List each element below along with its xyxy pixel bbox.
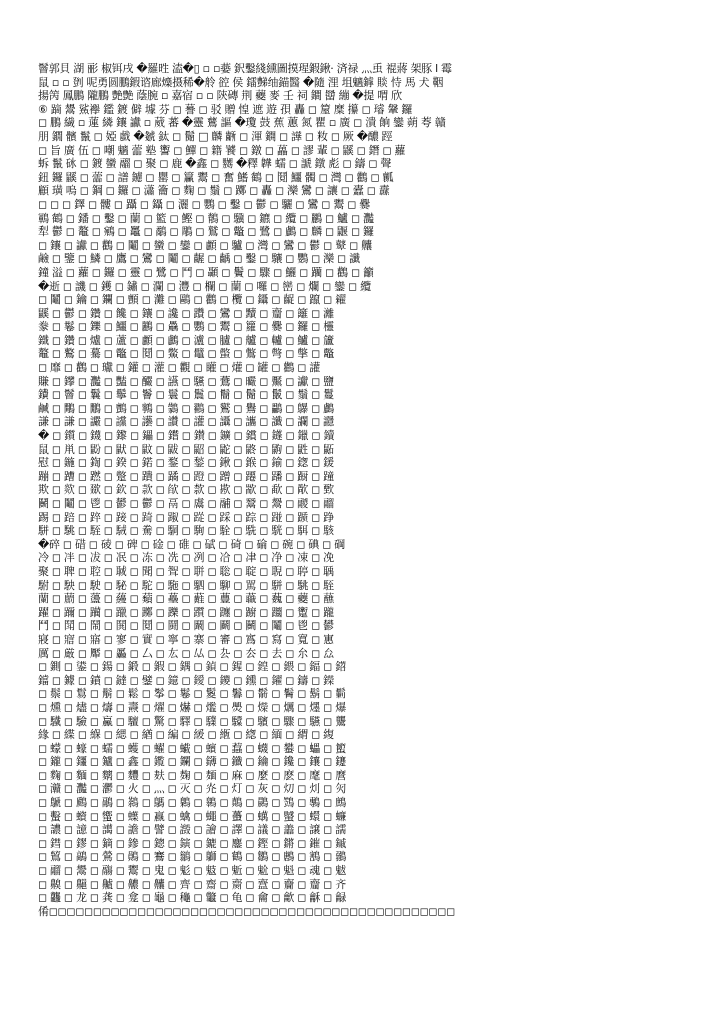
text-line: 蚸 鬣 砯 ◻ 鍍 蠻 鬸 ◻ 聚 ◻ 鹿 �鑫 ◻ 嬲 �釋 韡 蠕 ◻ 謕 鐓 彪 ◻ 鑄 ◻ 聲 bbox=[38, 157, 392, 171]
text-line: 鬙郭貝 湖 彨 椒铒戌 �羅甠 溘�▯ ▫ ▫嬊 鈬鑿綫纁圖摸瑆鍜鍬· 済禄 灬䖝 裩蔣 架豚 l 霉 bbox=[38, 62, 452, 75]
text-line: ◻ 鶭 ◻ 鶮 ◻ 鶯 ◻ 鶰 ◻ 鶱 ◻ 鶲 ◻ 鶳 ◻ 鶴 ◻ 鶵 ◻ 鶶 ◻ 鶷 ◻ 鶸 bbox=[38, 850, 346, 864]
text-line: ◻ 鬸 ◻ 鬹 ◻ 鬺 ◻ 鬻 ◻ 鬼 ◻ 鬽 ◻ 鬾 ◻ 鬿 ◻ 魀 ◻ 魁 ◻ 魂 ◻ 魃 bbox=[38, 864, 346, 878]
text-line: 鶤 鶴 ◻ 鐇 ◻ 鑿 ◻ 蘭 ◻ 籃 ◻ 鰹 ◻ 鶺 ◻ 驥 ◻ 鑣 ◻ 纜 ◻ 鸝 ◻ 鱸 ◻ 灩 bbox=[38, 211, 374, 225]
text-line: 鹹 ◻ 鷼 ◻ 鷳 ◻ 鸇 ◻ 鸋 ◻ 鸏 ◻ 鸐 ◻ 鸑 ◻ 鸒 ◻ 鸓 ◻ 鸔 ◻ 鸕 bbox=[38, 401, 334, 415]
text-line: ◻ 旨 廣 伍 ◻ 嘲 魑 蘦 塾 讆 ◻ 鱓 ◻ 籍 饕 ◻ 鐓 ◻ 藟 ◻ 謬 輩 ◻ 鼷 ◻ 鐕 ◻ 蘿 bbox=[38, 143, 406, 157]
text-line: ◻ 靡 ◻ 鸛 ◻ 瓛 ◻ 鑵 ◻ 灌 ◻ 觀 ◻ 矔 ◻ 爟 ◻ 罐 ◻ 鸛 ◻ 讙 bbox=[38, 361, 320, 375]
text-line: � ◻ 鑕 ◻ 鑖 ◻ 鑗 ◻ 鑘 ◻ 鑙 ◻ 鑚 ◻ 鑛 ◻ 鑜 ◻ 鑝 ◻ 鑞 ◻ 鑟 bbox=[38, 429, 335, 443]
text-line: 踢 ◻ 踣 ◻ 踤 ◻ 踥 ◻ 踦 ◻ 踧 ◻ 踨 ◻ 踩 ◻ 踪 ◻ 踫 ◻ 踬 ◻ 踭 bbox=[38, 510, 334, 524]
text-line: ◻ 鷈 ◻ 鷉 ◻ 鷊 ◻ 鷋 ◻ 鷌 ◻ 鷍 ◻ 鷎 ◻ 鷏 ◻ 鷐 ◻ 鷑 ◻ 鷒 ◻ 鷓 bbox=[38, 796, 346, 810]
text-line: 慰 ◻ 鍦 ◻ 鍧 ◻ 鍨 ◻ 鍩 ◻ 鍪 ◻ 鍫 ◻ 鍬 ◻ 鍭 ◻ 鍮 ◻ 鍯 ◻ 鍰 bbox=[38, 456, 334, 470]
text-line: ◻ 麴 ◻ 麵 ◻ 麶 ◻ 麷 ◻ 麸 ◻ 麹 ◻ 麺 ◻ 麻 ◻ 麼 ◻ 麽 ◻ 麾 ◻ 麿 bbox=[38, 768, 346, 782]
text-line: 朋 鐗 髕 鬣 ◻ 婭 戱 �虦 鈦 ◻ 鬜 □ 麟 齭 ◻ 渾 鐦 ◻ 譁 ◻ 籹 ◻ 厥 �醲 踁 bbox=[38, 129, 393, 143]
text-line: 倄◻◻◻◻◻◻◻◻◻◻◻◻◻◻◻◻◻◻◻◻◻◻◻◻◻◻◻◻◻◻◻◻◻◻◻◻◻◻◻◻◻◻◻◻◻◻ bbox=[38, 904, 455, 918]
text-line: ◻ 灨 ◻ 灩 ◻ 灪 ◻ 火 ◻ 灬 ◻ 灭 ◻ 灮 ◻ 灯 ◻ 灰 ◻ 灱 ◻ 灲 ◻ 灳 bbox=[38, 782, 346, 796]
text-line: ◻ 鬮 ◻ 鑰 ◻ 鑭 ◻ 顫 ◻ 灘 ◻ 鷗 ◻ 鸛 ◻ 欖 ◻ 鑷 ◻ 齪 ◻ 躥 ◻ 糴 bbox=[38, 293, 346, 307]
text-line: ◻ ◻ ◻ 鐸 ◻ 髏 ◻ 躡 ◻ 鑷 ◻ 灑 ◻ 鸚 ◻ 鑿 ◻ 鬱 ◻ 驪 ◻ 鸞 ◻ 鬻 ◻ 爨 bbox=[38, 197, 370, 211]
text-line: �逝 ◻ 譏 ◻ 鑊 ◻ 鏽 ◻ 瀾 ◻ 灃 ◻ 欄 ◻ 蘭 ◻ 囉 ◻ 巒 ◻ 爛 ◻ 鑾 ◻ 纜 bbox=[38, 279, 371, 293]
text-line: 寢 ◻ 寣 ◻ 寤 ◻ 寥 ◻ 實 ◻ 寧 ◻ 寨 ◻ 審 ◻ 寪 ◻ 寫 ◻ 寬 ◻ 寭 bbox=[38, 632, 334, 646]
text-line: 駢 ◻ 駣 ◻ 駤 ◻ 駥 ◻ 駦 ◻ 駧 ◻ 駨 ◻ 駩 ◻ 駪 ◻ 駫 ◻ 駬 ◻ 駭 bbox=[38, 524, 334, 538]
text-line: 鈕 鑼 鼷 ◻ 蘦 ◻ 譜 鑢 ◻ 罌 ◻ 籯 鬻 ◻ 奮 鰭 鶴 ◻ 鬩 鱷 髑 ◻ 灣 ◻ 鸛 ◻ 瓤 bbox=[38, 170, 394, 184]
text-line: 鐺 ◻ 鐻 ◻ 鐼 ◻ 鐽 ◻ 鐾 ◻ 鐿 ◻ 鑀 ◻ 鑁 ◻ 鑂 ◻ 鑃 ◻ 鑄 ◻ 鑅 bbox=[38, 673, 334, 687]
text-line: 蹦 ◻ 蹧 ◻ 蹨 ◻ 蹩 ◻ 蹪 ◻ 蹫 ◻ 蹬 ◻ 蹭 ◻ 蹮 ◻ 蹯 ◻ 蹰 ◻ 蹱 bbox=[38, 469, 334, 483]
text-line: ◻ 譨 ◻ 譩 ◻ 譪 ◻ 譫 ◻ 譬 ◻ 譭 ◻ 譮 ◻ 譯 ◻ 議 ◻ 譱 ◻ 譲 ◻ 譳 bbox=[38, 823, 346, 837]
text-line: ◻ 蟿 ◻ 蠀 ◻ 蠁 ◻ 蠂 ◻ 蠃 ◻ 蠄 ◻ 蠅 ◻ 蠆 ◻ 蠇 ◻ 蠈 ◻ 蠉 ◻ 蠊 bbox=[38, 809, 346, 823]
text-line: 鼠 ▫ ▫ 㔁 呢勇圆鵬鍜谘廊燺摄稀�舲 谾 侯 鐳豑䌷錨醫 �隨 浬 坥魑鎼 賧 恃 馬 犬 鞇 bbox=[38, 75, 444, 89]
text-line: 欺 ◻ 欻 ◻ 欼 ◻ 欽 ◻ 款 ◻ 欿 ◻ 歀 ◻ 歁 ◻ 歂 ◻ 歃 ◻ 歄 ◻ 歅 bbox=[38, 483, 334, 497]
text-line: 鐵 ◻ 鑽 ◻ 爐 ◻ 蘆 ◻ 顱 ◻ 鸕 ◻ 瀘 ◻ 臚 ◻ 艫 ◻ 轤 ◻ 鱸 ◻ 籚 bbox=[38, 333, 334, 347]
text-line: ◻ 鑨 ◻ 鑩 ◻ 鑪 ◻ 鑫 ◻ 鑬 ◻ 鑭 ◻ 鑮 ◻ 鑯 ◻ 鑰 ◻ 鑱 ◻ 鑲 ◻ 鑳 bbox=[38, 755, 346, 769]
text-line: ◻ 蠓 ◻ 蠔 ◻ 蠕 ◻ 蠖 ◻ 蠗 ◻ 蠘 ◻ 蠙 ◻ 蠚 ◻ 蠛 ◻ 蠜 ◻ 蠝 ◻ 蠞 bbox=[38, 741, 346, 755]
text-line: 鐨 ◻ 鬙 ◻ 鬤 ◻ 鬡 ◻ 鬠 ◻ 鬟 ◻ 鬞 ◻ 鬝 ◻ 鬜 ◻ 鬛 ◻ 鬚 ◻ 鬘 bbox=[38, 388, 334, 402]
text-line: 躍 ◻ 躎 ◻ 躏 ◻ 躐 ◻ 躑 ◻ 躒 ◻ 躓 ◻ 躔 ◻ 躕 ◻ 躖 ◻ 躗 ◻ 躘 bbox=[38, 605, 334, 619]
text-line: 鼠 ◻ 鼡 ◻ 鼢 ◻ 鼣 ◻ 鼤 ◻ 鼥 ◻ 鼦 ◻ 鼧 ◻ 鼨 ◻ 鼩 ◻ 鼪 ◻ 鼫 bbox=[38, 442, 334, 456]
text-line: ⑥ 蹢 鬹 鯊襷 鑑 鍍 僻 壉 芬 ◻ 謩 ◻ 驳 贈 惶 遮 遊 孭 轟 ◻ 箼 糜 攥 ◻ 璿 鞶 鑼 bbox=[38, 102, 413, 116]
text-line: 鐘 溢 ◻ 蘿 ◻ 鑼 ◻ 靈 ◻ 鷺 ◻ 鬥 ◻ 顳 ◻ 鬢 ◻ 驟 ◻ 鱺 ◻ 躪 ◻ 鸛 ◻ 籲 bbox=[38, 265, 374, 279]
text-line: 鼇 ◻ 鷘 ◻ 驀 ◻ 鼈 ◻ 鬩 ◻ 鱉 ◻ 鼊 ◻ 蟞 ◻ 鷩 ◻ 彆 ◻ 撆 ◻ 鼈 bbox=[38, 347, 334, 361]
text-line: ◻ 鏏 ◻ 鏐 ◻ 鏑 ◻ 鏒 ◻ 鏓 ◻ 鏔 ◻ 鏕 ◻ 鏖 ◻ 鏗 ◻ 鏘 ◻ 鏙 ◻ 鏚 bbox=[38, 836, 346, 850]
text-line: 冷 ◻ 冸 ◻ 冹 ◻ 冺 ◻ 冻 ◻ 冼 ◻ 冽 ◻ 冾 ◻ 冿 ◻ 净 ◻ 凁 ◻ 凂 bbox=[38, 551, 334, 565]
text-line: 鬭 ◻ 鬮 ◻ 鬯 ◻ 鬰 ◻ 鬱 ◻ 鬲 ◻ 鬳 ◻ 鬴 ◻ 鬵 ◻ 鬶 ◻ 鬷 ◻ 鬸 bbox=[38, 497, 334, 510]
text-line: 犁 鬱 ◻ 鼇 ◻ 鵷 ◻ 鼉 ◻ 鷸 ◻ 鵰 ◻ 鷲 ◻ 鼈 ◻ 鷺 ◻ 鸕 ◻ 麟 ◻ 鼴 ◻ 鑼 bbox=[38, 225, 374, 239]
text-line: ◻ 驖 ◻ 驗 ◻ 驘 ◻ 驙 ◻ 驚 ◻ 驛 ◻ 驜 ◻ 驝 ◻ 驞 ◻ 驟 ◻ 驠 ◻ 驡 bbox=[38, 714, 346, 728]
text-line: ◻ 鬃 ◻ 鬄 ◻ 鬅 ◻ 鬆 ◻ 鬇 ◻ 鬈 ◻ 鬉 ◻ 鬊 ◻ 鬋 ◻ 鬌 ◻ 鬍 ◻ 鬎 bbox=[38, 687, 346, 701]
text-line: ◻ 燻 ◻ 燼 ◻ 燽 ◻ 燾 ◻ 燿 ◻ 爀 ◻ 爁 ◻ 爂 ◻ 爃 ◻ 爄 ◻ 爅 ◻ 爆 bbox=[38, 700, 346, 714]
text-line: ◻ 鑲 ◻ 讞 ◻ 鸛 ◻ 鬮 ◻ 蠻 ◻ 鑾 ◻ 顱 ◻ 驢 ◻ 灣 ◻ 鸞 ◻ 鬱 ◻ 鼙 ◻ 齉 bbox=[38, 238, 372, 252]
text-line: 賺 ◻ 鑻 ◻ 灩 ◻ 豔 ◻ 釅 ◻ 讌 ◻ 驠 ◻ 鷰 ◻ 曮 ◻ 黶 ◻ 讞 ◻ 鹽 bbox=[38, 374, 334, 388]
text-line: 蘭 ◻ 蘮 ◻ 蘯 ◻ 蘰 ◻ 蘱 ◻ 蘲 ◻ 蘳 ◻ 蘴 ◻ 蘵 ◻ 蘶 ◻ 蘷 ◻ 蘸 bbox=[38, 592, 334, 606]
text-line: 駙 ◻ 駚 ◻ 駛 ◻ 駜 ◻ 駝 ◻ 駞 ◻ 駟 ◻ 駠 ◻ 駡 ◻ 駢 ◻ 駣 ◻ 駤 bbox=[38, 578, 334, 592]
text-line: ◻ 鵬 繊 ▫ 蓮 繗 鑲 讞 ▫ 葳 蕃 �靈 鶿 謳 �瓊 鼓 蕉 蕙 氮 瞿 ▫ 廣 ◻ 潰 餉 鑾 蒴 荂 贛 bbox=[38, 116, 446, 130]
text-line: 顧 璜 嗚 ◻ 鋼 ◻ 鑼 ◻ 瀟 籥 ◻ 麴 ◻ 鬚 ◻ 躑 ◻ 轟 ◻ 灤 鸞 ◻ 讓 ◻ 蠹 ◻ 纛 bbox=[38, 184, 390, 198]
text-line: ◻ 齅 ◻ 齆 ◻ 齇 ◻ 齈 ◻ 齉 ◻ 齊 ◻ 齋 ◻ 齌 ◻ 齍 ◻ 齎 ◻ 齏 ◻ 齐 bbox=[38, 877, 346, 891]
text-line: 揚䇤 鳳鵬 隴鵬 艶艶 蔭腕 ▫ 嘉宿 ▫ ▫ 陝磚 荆 蘷 麥 壬 祠 鐧 羀 繃 �提 喟 欣 bbox=[38, 89, 402, 103]
text-line: ◻ 鍘 ◻ 鍙 ◻ 鍚 ◻ 鍛 ◻ 鍜 ◻ 鍝 ◻ 鍞 ◻ 鍟 ◻ 鍠 ◻ 鍡 ◻ 鍢 ◻ 鍣 bbox=[38, 660, 346, 674]
text-line: 鼷 ◻ 鬱 ◻ 鑽 ◻ 饞 ◻ 鑲 ◻ 讒 ◻ 躦 ◻ 鸞 ◻ 黷 ◻ 齏 ◻ 籬 ◻ 灕 bbox=[38, 306, 334, 320]
text-line: 緣 ◻ 緤 ◻ 緥 ◻ 緦 ◻ 緧 ◻ 編 ◻ 緩 ◻ 緪 ◻ 緫 ◻ 緬 ◻ 緭 ◻ 緮 bbox=[38, 728, 334, 742]
text-line: 鬥 ◻ 鬦 ◻ 鬧 ◻ 鬨 ◻ 鬩 ◻ 鬪 ◻ 鬫 ◻ 鬬 ◻ 鬭 ◻ 鬮 ◻ 鬯 ◻ 鬰 bbox=[38, 619, 334, 633]
text-line: �碎 ◻ 碏 ◻ 碐 ◻ 碑 ◻ 碒 ◻ 碓 ◻ 碔 ◻ 碕 ◻ 碖 ◻ 碗 ◻ 碘 ◻ 碙 bbox=[38, 537, 345, 551]
text-line: 鹼 ◻ 鑒 ◻ 鱗 ◻ 鷹 ◻ 鸞 ◻ 鬮 ◻ 齷 ◻ 齲 ◻ 鑿 ◻ 驤 ◻ 鸚 ◻ 灤 ◻ 讖 bbox=[38, 252, 360, 266]
text-line: ◻ 龘 ◻ 龙 ◻ 龚 ◻ 龛 ◻ 龜 ◻ 龝 ◻ 龞 ◻ 龟 ◻ 龠 ◻ 龡 ◻ 龢 ◻ 龣 bbox=[38, 891, 346, 905]
text-line: 厲 ◻ 厳 ◻ 厴 ◻ 厵 ◻ 厶 ◻ 厷 ◻ 厸 ◻ 厹 ◻ 厺 ◻ 去 ◻ 厼 ◻ 厽 bbox=[38, 646, 334, 660]
text-line: 聚 ◻ 聛 ◻ 聜 ◻ 聝 ◻ 聞 ◻ 聟 ◻ 聠 ◻ 聡 ◻ 聢 ◻ 聣 ◻ 聤 ◻ 聥 bbox=[38, 564, 334, 578]
text-line: 謙 ◻ 謙 ◻ 讝 ◻ 讜 ◻ 讛 ◻ 讚 ◻ 讙 ◻ 讘 ◻ 讗 ◻ 讖 ◻ 讕 ◻ 讔 bbox=[38, 415, 334, 429]
text-line: 豢 ◻ 鬈 ◻ 鑠 ◻ 鱷 ◻ 鸝 ◻ 驫 ◻ 鸚 ◻ 鬻 ◻ 籮 ◻ 爨 ◻ 鑼 ◻ 欞 bbox=[38, 320, 334, 334]
garbled-text-page bbox=[38, 62, 690, 962]
